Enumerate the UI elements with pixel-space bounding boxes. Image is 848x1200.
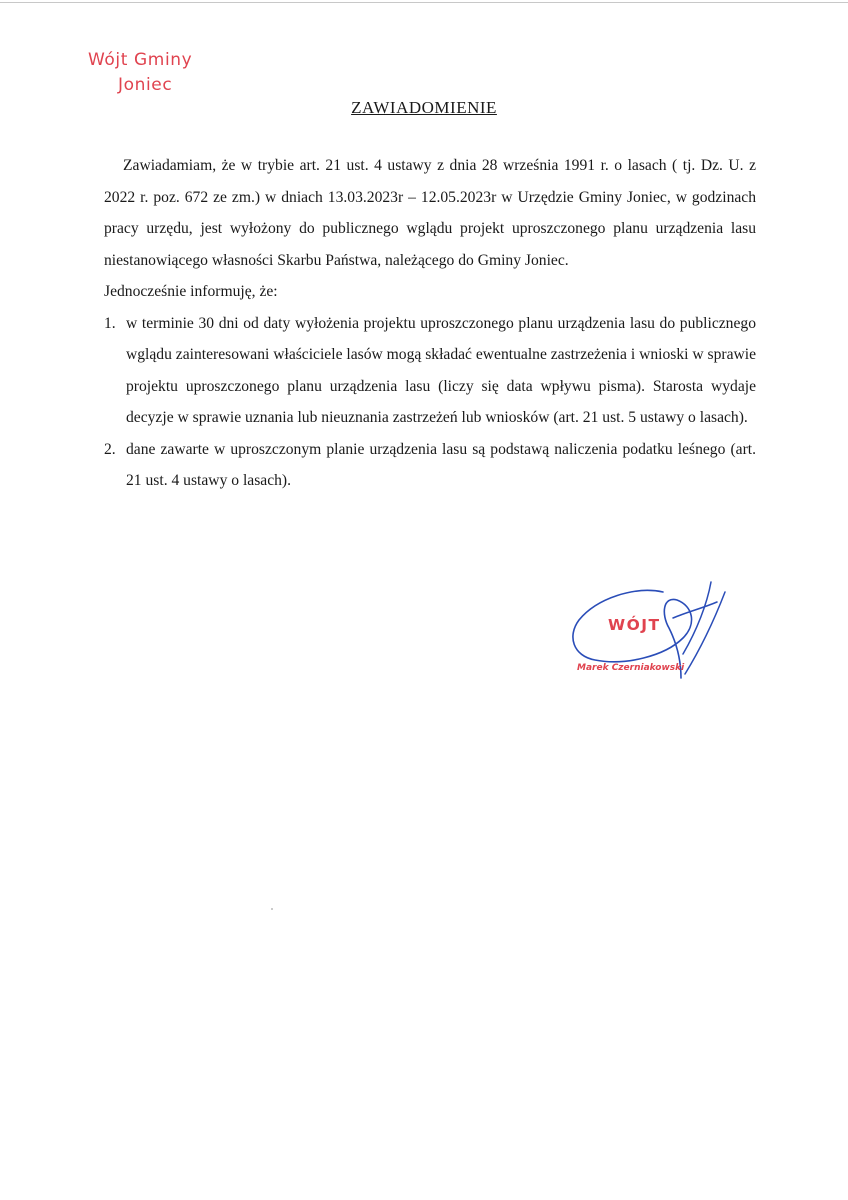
- signature-title: WÓJT: [608, 616, 661, 634]
- stamp-line-1: Wójt Gminy: [88, 50, 193, 70]
- document-body: [104, 150, 756, 497]
- page-top-border: [0, 2, 848, 3]
- signature-flourish: [673, 582, 725, 674]
- scan-speck: [271, 908, 273, 910]
- list-item-number: 2.: [104, 440, 116, 458]
- list-item: [104, 308, 756, 434]
- intro-paragraph: Zawiadamiam, że w trybie art. 21 ust. 4 ustawy z dnia 28 września 1991 r. o lasach ( tj. Dz. U. z 2022 r. poz. 672 ze zm.) w dniach 13.03.2023r – 12.05.2023r w Urzędzie Gminy Joniec, w godzinach pracy urzędu, jest wyłożony do publicznego wglądu projekt uproszczonego planu urządzenia lasu niestanowiącego własności Skarbu Państwa, należącego do Gminy Joniec.: [104, 157, 756, 269]
- lead-line: Jednocześnie informuję, że:: [104, 283, 278, 300]
- signature-name: Marek Czerniakowski: [577, 663, 685, 673]
- signature-stamp: [565, 578, 740, 688]
- list-item-text: w terminie 30 dni od daty wyłożenia projektu uproszczonego planu urządzenia lasu do publicznego wglądu zainteresowani właściciele lasów mogą składać ewentualne zastrzeżenia i wnioski w sprawie projektu uproszczonego planu urządzenia lasu (liczy się data wpływu pisma). Starosta wydaje decyzje w sprawie uznania lub nieuznania zastrzeżeń lub wniosków (art. 21 ust. 5 ustawy o lasach).: [126, 314, 757, 426]
- office-stamp: [88, 48, 192, 98]
- notice-list: [104, 308, 756, 497]
- document-title: ZAWIADOMIENIE: [351, 98, 497, 117]
- list-item-number: 1.: [104, 314, 116, 332]
- list-item-text: dane zawarte w uproszczonym planie urządzenia lasu są podstawą naliczenia podatku leśnego (art. 21 ust. 4 ustawy o lasach).: [126, 440, 756, 489]
- stamp-line-2: Joniec: [118, 75, 173, 95]
- list-item: [104, 434, 756, 497]
